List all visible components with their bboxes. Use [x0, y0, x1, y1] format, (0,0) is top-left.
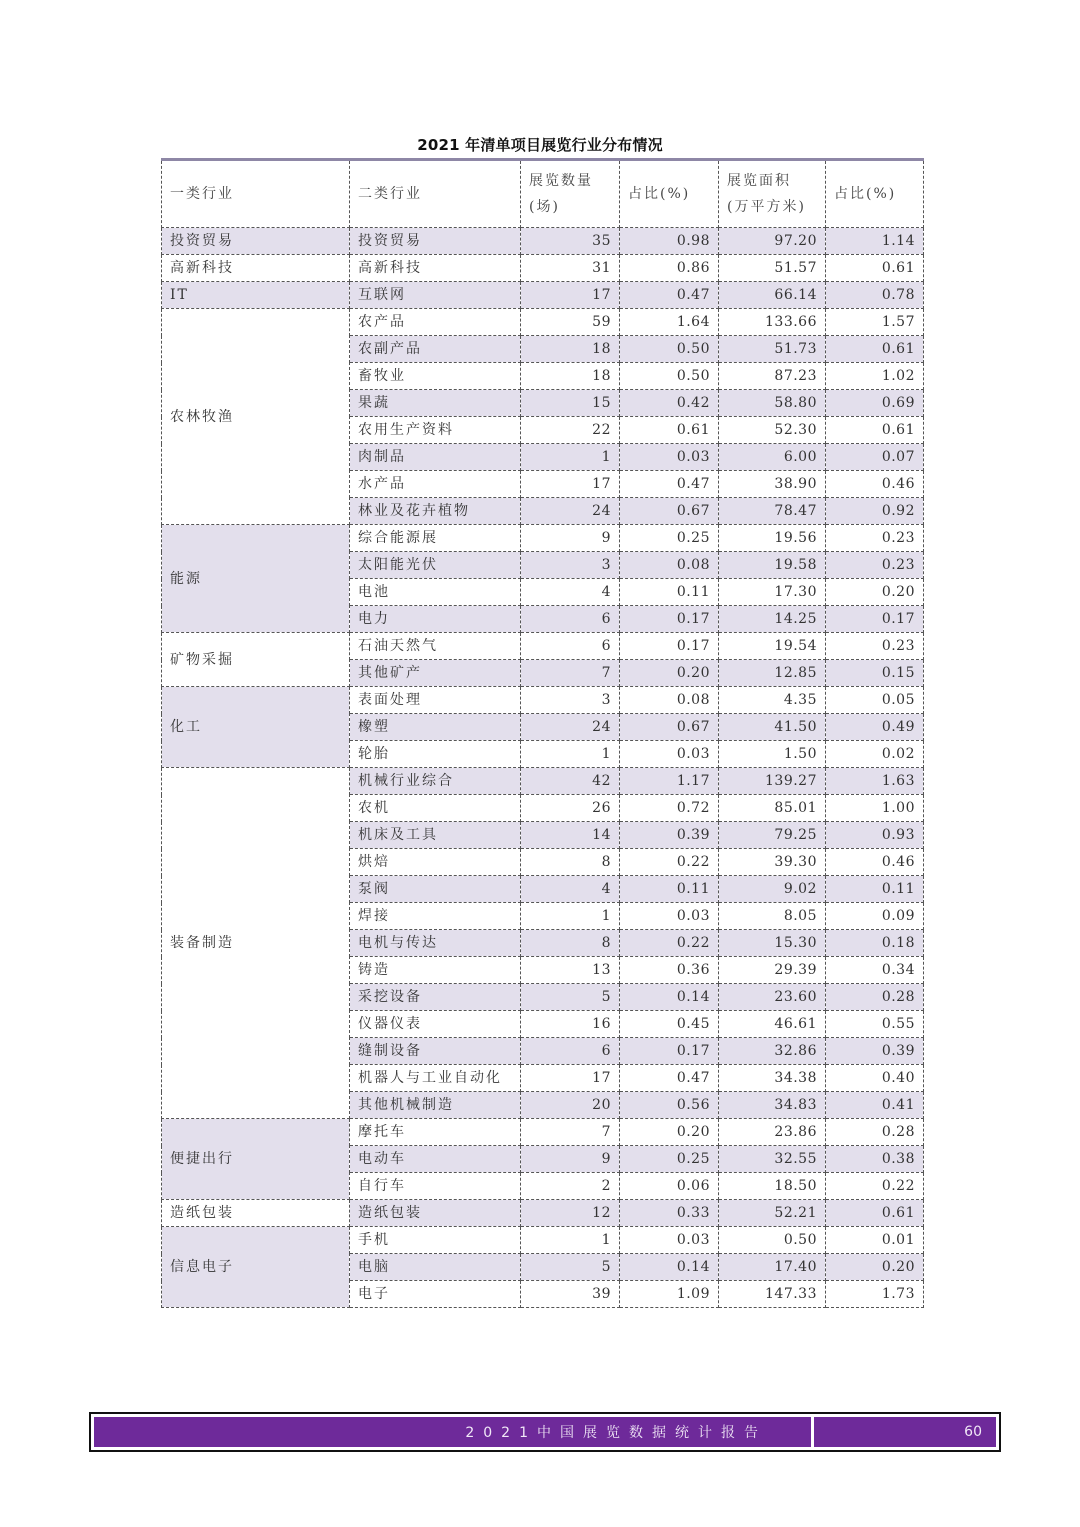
area-share-cell: 0.61	[826, 417, 924, 444]
primary-industry-cell: 高新科技	[162, 255, 350, 282]
count-share-cell: 0.03	[620, 444, 719, 471]
exhibition-area-cell: 29.39	[719, 957, 826, 984]
secondary-industry-cell: 采挖设备	[350, 984, 521, 1011]
exhibition-count-cell: 35	[521, 228, 620, 255]
area-share-cell: 0.78	[826, 282, 924, 309]
secondary-industry-cell: 自行车	[350, 1173, 521, 1200]
area-share-cell: 0.61	[826, 1200, 924, 1227]
secondary-industry-cell: 投资贸易	[350, 228, 521, 255]
count-share-cell: 0.25	[620, 525, 719, 552]
count-share-cell: 0.08	[620, 552, 719, 579]
primary-industry-cell: 造纸包装	[162, 1200, 350, 1227]
count-share-cell: 0.72	[620, 795, 719, 822]
area-share-cell: 0.20	[826, 1254, 924, 1281]
count-share-cell: 0.14	[620, 984, 719, 1011]
count-share-cell: 0.67	[620, 714, 719, 741]
exhibition-count-cell: 17	[521, 1065, 620, 1092]
exhibition-area-cell: 34.83	[719, 1092, 826, 1119]
count-share-cell: 0.03	[620, 903, 719, 930]
count-share-cell: 0.42	[620, 390, 719, 417]
count-share-cell: 0.14	[620, 1254, 719, 1281]
count-share-cell: 0.56	[620, 1092, 719, 1119]
secondary-industry-cell: 电力	[350, 606, 521, 633]
count-share-cell: 0.17	[620, 606, 719, 633]
count-share-cell: 0.45	[620, 1011, 719, 1038]
secondary-industry-cell: 摩托车	[350, 1119, 521, 1146]
area-share-cell: 0.41	[826, 1092, 924, 1119]
table-row	[162, 228, 924, 255]
primary-industry-cell: 投资贸易	[162, 228, 350, 255]
header-area-line1: 展览面积	[727, 173, 791, 189]
table-header-row	[162, 160, 924, 228]
primary-industry-cell: 化工	[162, 687, 350, 768]
exhibition-area-cell: 17.30	[719, 579, 826, 606]
exhibition-count-cell: 7	[521, 660, 620, 687]
area-share-cell: 0.18	[826, 930, 924, 957]
exhibition-area-cell: 147.33	[719, 1281, 826, 1308]
exhibition-area-cell: 32.55	[719, 1146, 826, 1173]
secondary-industry-cell: 农副产品	[350, 336, 521, 363]
exhibition-count-cell: 1	[521, 1227, 620, 1254]
area-share-cell: 0.61	[826, 336, 924, 363]
exhibition-area-cell: 52.21	[719, 1200, 826, 1227]
header-count-line1: 展览数量	[529, 173, 593, 189]
exhibition-count-cell: 8	[521, 849, 620, 876]
exhibition-count-cell: 1	[521, 444, 620, 471]
exhibition-area-cell: 4.35	[719, 687, 826, 714]
exhibition-area-cell: 79.25	[719, 822, 826, 849]
exhibition-count-cell: 42	[521, 768, 620, 795]
exhibition-count-cell: 6	[521, 1038, 620, 1065]
count-share-cell: 0.06	[620, 1173, 719, 1200]
count-share-cell: 0.98	[620, 228, 719, 255]
exhibition-area-cell: 0.50	[719, 1227, 826, 1254]
exhibition-area-cell: 18.50	[719, 1173, 826, 1200]
exhibition-area-cell: 23.60	[719, 984, 826, 1011]
exhibition-count-cell: 24	[521, 714, 620, 741]
table-title: 2021 年清单项目展览行业分布情况	[417, 136, 663, 154]
secondary-industry-cell: 机械行业综合	[350, 768, 521, 795]
area-share-cell: 1.63	[826, 768, 924, 795]
secondary-industry-cell: 电动车	[350, 1146, 521, 1173]
exhibition-count-cell: 31	[521, 255, 620, 282]
count-share-cell: 0.47	[620, 282, 719, 309]
header-area-share: 占比(%)	[826, 160, 924, 228]
secondary-industry-cell: 电子	[350, 1281, 521, 1308]
count-share-cell: 1.64	[620, 309, 719, 336]
exhibition-count-cell: 12	[521, 1200, 620, 1227]
area-share-cell: 0.28	[826, 984, 924, 1011]
secondary-industry-cell: 农机	[350, 795, 521, 822]
secondary-industry-cell: 轮胎	[350, 741, 521, 768]
count-share-cell: 1.17	[620, 768, 719, 795]
primary-industry-cell: 能源	[162, 525, 350, 633]
exhibition-count-cell: 9	[521, 1146, 620, 1173]
exhibition-count-cell: 17	[521, 282, 620, 309]
area-share-cell: 0.93	[826, 822, 924, 849]
area-share-cell: 0.22	[826, 1173, 924, 1200]
exhibition-area-cell: 6.00	[719, 444, 826, 471]
count-share-cell: 0.47	[620, 471, 719, 498]
exhibition-count-cell: 18	[521, 363, 620, 390]
count-share-cell: 0.11	[620, 579, 719, 606]
count-share-cell: 0.20	[620, 1119, 719, 1146]
secondary-industry-cell: 农产品	[350, 309, 521, 336]
count-share-cell: 0.17	[620, 1038, 719, 1065]
secondary-industry-cell: 电机与传达	[350, 930, 521, 957]
secondary-industry-cell: 缝制设备	[350, 1038, 521, 1065]
exhibition-area-cell: 38.90	[719, 471, 826, 498]
area-share-cell: 1.00	[826, 795, 924, 822]
area-share-cell: 0.34	[826, 957, 924, 984]
exhibition-count-cell: 20	[521, 1092, 620, 1119]
primary-industry-cell: 农林牧渔	[162, 309, 350, 525]
area-share-cell: 0.49	[826, 714, 924, 741]
count-share-cell: 0.86	[620, 255, 719, 282]
exhibition-area-cell: 34.38	[719, 1065, 826, 1092]
exhibition-area-cell: 41.50	[719, 714, 826, 741]
exhibition-area-cell: 46.61	[719, 1011, 826, 1038]
exhibition-count-cell: 3	[521, 687, 620, 714]
table-row	[162, 633, 924, 660]
count-share-cell: 0.61	[620, 417, 719, 444]
secondary-industry-cell: 仪器仪表	[350, 1011, 521, 1038]
exhibition-count-cell: 18	[521, 336, 620, 363]
area-share-cell: 0.38	[826, 1146, 924, 1173]
area-share-cell: 0.55	[826, 1011, 924, 1038]
area-share-cell: 0.20	[826, 579, 924, 606]
exhibition-count-cell: 5	[521, 984, 620, 1011]
secondary-industry-cell: 机床及工具	[350, 822, 521, 849]
area-share-cell: 1.73	[826, 1281, 924, 1308]
table-row	[162, 525, 924, 552]
exhibition-count-cell: 17	[521, 471, 620, 498]
exhibition-area-cell: 66.14	[719, 282, 826, 309]
secondary-industry-cell: 肉制品	[350, 444, 521, 471]
primary-industry-cell: IT	[162, 282, 350, 309]
exhibition-area-cell: 19.58	[719, 552, 826, 579]
secondary-industry-cell: 烘焙	[350, 849, 521, 876]
exhibition-area-cell: 8.05	[719, 903, 826, 930]
secondary-industry-cell: 综合能源展	[350, 525, 521, 552]
industry-distribution-table	[161, 158, 924, 1308]
table-row	[162, 1119, 924, 1146]
exhibition-count-cell: 4	[521, 876, 620, 903]
area-share-cell: 0.01	[826, 1227, 924, 1254]
header-count-line2: (场)	[529, 199, 560, 215]
primary-industry-cell: 矿物采掘	[162, 633, 350, 687]
exhibition-area-cell: 17.40	[719, 1254, 826, 1281]
secondary-industry-cell: 太阳能光伏	[350, 552, 521, 579]
area-share-cell: 0.11	[826, 876, 924, 903]
page-footer	[89, 1412, 1001, 1452]
count-share-cell: 0.50	[620, 363, 719, 390]
count-share-cell: 1.09	[620, 1281, 719, 1308]
table-row	[162, 282, 924, 309]
secondary-industry-cell: 石油天然气	[350, 633, 521, 660]
area-share-cell: 0.07	[826, 444, 924, 471]
exhibition-area-cell: 39.30	[719, 849, 826, 876]
exhibition-count-cell: 4	[521, 579, 620, 606]
header-exhibition-count	[521, 160, 620, 228]
table-row	[162, 309, 924, 336]
exhibition-area-cell: 52.30	[719, 417, 826, 444]
exhibition-count-cell: 1	[521, 741, 620, 768]
exhibition-area-cell: 51.57	[719, 255, 826, 282]
area-share-cell: 0.23	[826, 525, 924, 552]
exhibition-area-cell: 19.54	[719, 633, 826, 660]
footer-report-title: 2021中国展览数据统计报告	[94, 1417, 811, 1447]
exhibition-area-cell: 58.80	[719, 390, 826, 417]
exhibition-count-cell: 39	[521, 1281, 620, 1308]
count-share-cell: 0.36	[620, 957, 719, 984]
area-share-cell: 0.23	[826, 633, 924, 660]
count-share-cell: 0.17	[620, 633, 719, 660]
exhibition-area-cell: 139.27	[719, 768, 826, 795]
header-count-share: 占比(%)	[620, 160, 719, 228]
header-secondary-industry: 二类行业	[350, 160, 521, 228]
count-share-cell: 0.22	[620, 930, 719, 957]
count-share-cell: 0.03	[620, 741, 719, 768]
table-row	[162, 687, 924, 714]
exhibition-count-cell: 2	[521, 1173, 620, 1200]
primary-industry-cell: 便捷出行	[162, 1119, 350, 1200]
secondary-industry-cell: 泵阀	[350, 876, 521, 903]
exhibition-count-cell: 5	[521, 1254, 620, 1281]
exhibition-count-cell: 8	[521, 930, 620, 957]
exhibition-count-cell: 15	[521, 390, 620, 417]
area-share-cell: 0.40	[826, 1065, 924, 1092]
count-share-cell: 0.20	[620, 660, 719, 687]
count-share-cell: 0.39	[620, 822, 719, 849]
exhibition-area-cell: 15.30	[719, 930, 826, 957]
exhibition-count-cell: 59	[521, 309, 620, 336]
count-share-cell: 0.67	[620, 498, 719, 525]
count-share-cell: 0.33	[620, 1200, 719, 1227]
area-share-cell: 0.92	[826, 498, 924, 525]
exhibition-count-cell: 14	[521, 822, 620, 849]
table-row	[162, 768, 924, 795]
secondary-industry-cell: 电脑	[350, 1254, 521, 1281]
count-share-cell: 0.25	[620, 1146, 719, 1173]
count-share-cell: 0.47	[620, 1065, 719, 1092]
exhibition-count-cell: 6	[521, 606, 620, 633]
header-primary-industry: 一类行业	[162, 160, 350, 228]
secondary-industry-cell: 高新科技	[350, 255, 521, 282]
secondary-industry-cell: 水产品	[350, 471, 521, 498]
secondary-industry-cell: 焊接	[350, 903, 521, 930]
secondary-industry-cell: 电池	[350, 579, 521, 606]
area-share-cell: 0.39	[826, 1038, 924, 1065]
area-share-cell: 0.61	[826, 255, 924, 282]
area-share-cell: 0.46	[826, 849, 924, 876]
exhibition-area-cell: 133.66	[719, 309, 826, 336]
area-share-cell: 0.69	[826, 390, 924, 417]
exhibition-count-cell: 13	[521, 957, 620, 984]
secondary-industry-cell: 林业及花卉植物	[350, 498, 521, 525]
table-row	[162, 255, 924, 282]
count-share-cell: 0.03	[620, 1227, 719, 1254]
exhibition-area-cell: 87.23	[719, 363, 826, 390]
secondary-industry-cell: 其他矿产	[350, 660, 521, 687]
header-area-line2: (万平方米)	[727, 199, 806, 215]
secondary-industry-cell: 其他机械制造	[350, 1092, 521, 1119]
exhibition-count-cell: 3	[521, 552, 620, 579]
secondary-industry-cell: 造纸包装	[350, 1200, 521, 1227]
table-row	[162, 1200, 924, 1227]
area-share-cell: 1.02	[826, 363, 924, 390]
exhibition-count-cell: 7	[521, 1119, 620, 1146]
area-share-cell: 0.46	[826, 471, 924, 498]
count-share-cell: 0.50	[620, 336, 719, 363]
exhibition-area-cell: 14.25	[719, 606, 826, 633]
exhibition-area-cell: 85.01	[719, 795, 826, 822]
secondary-industry-cell: 农用生产资料	[350, 417, 521, 444]
area-share-cell: 0.15	[826, 660, 924, 687]
exhibition-count-cell: 16	[521, 1011, 620, 1038]
count-share-cell: 0.08	[620, 687, 719, 714]
exhibition-area-cell: 78.47	[719, 498, 826, 525]
footer-page-number: 60	[814, 1417, 996, 1447]
exhibition-area-cell: 19.56	[719, 525, 826, 552]
primary-industry-cell: 装备制造	[162, 768, 350, 1119]
secondary-industry-cell: 机器人与工业自动化	[350, 1065, 521, 1092]
exhibition-area-cell: 1.50	[719, 741, 826, 768]
table-body	[162, 228, 924, 1308]
secondary-industry-cell: 表面处理	[350, 687, 521, 714]
exhibition-area-cell: 12.85	[719, 660, 826, 687]
secondary-industry-cell: 互联网	[350, 282, 521, 309]
area-share-cell: 0.02	[826, 741, 924, 768]
exhibition-area-cell: 51.73	[719, 336, 826, 363]
exhibition-area-cell: 23.86	[719, 1119, 826, 1146]
exhibition-count-cell: 24	[521, 498, 620, 525]
exhibition-count-cell: 6	[521, 633, 620, 660]
area-share-cell: 1.14	[826, 228, 924, 255]
secondary-industry-cell: 手机	[350, 1227, 521, 1254]
secondary-industry-cell: 橡塑	[350, 714, 521, 741]
exhibition-count-cell: 22	[521, 417, 620, 444]
exhibition-area-cell: 97.20	[719, 228, 826, 255]
exhibition-count-cell: 9	[521, 525, 620, 552]
secondary-industry-cell: 畜牧业	[350, 363, 521, 390]
area-share-cell: 1.57	[826, 309, 924, 336]
count-share-cell: 0.22	[620, 849, 719, 876]
secondary-industry-cell: 果蔬	[350, 390, 521, 417]
count-share-cell: 0.11	[620, 876, 719, 903]
area-share-cell: 0.05	[826, 687, 924, 714]
area-share-cell: 0.28	[826, 1119, 924, 1146]
exhibition-count-cell: 26	[521, 795, 620, 822]
primary-industry-cell: 信息电子	[162, 1227, 350, 1308]
secondary-industry-cell: 铸造	[350, 957, 521, 984]
table-row	[162, 1227, 924, 1254]
exhibition-count-cell: 1	[521, 903, 620, 930]
area-share-cell: 0.09	[826, 903, 924, 930]
header-exhibition-area	[719, 160, 826, 228]
exhibition-area-cell: 32.86	[719, 1038, 826, 1065]
exhibition-area-cell: 9.02	[719, 876, 826, 903]
area-share-cell: 0.17	[826, 606, 924, 633]
area-share-cell: 0.23	[826, 552, 924, 579]
